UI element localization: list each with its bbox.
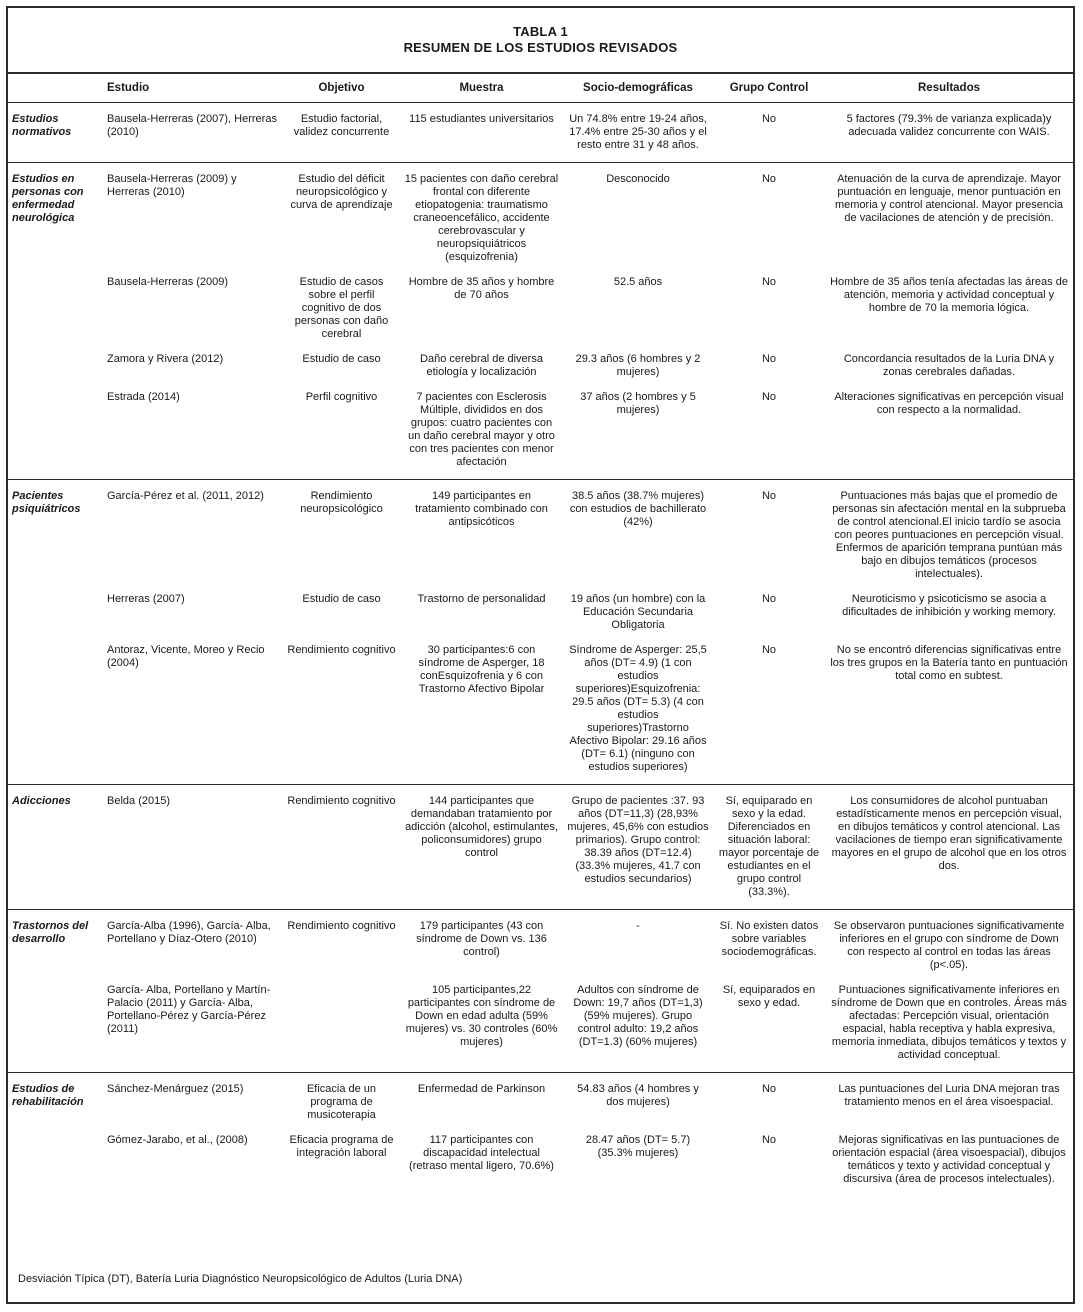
cell-control: Sí, equiparados en sexo y edad.	[713, 972, 825, 1073]
table-row	[8, 103, 1073, 163]
cell-objetivo: Perfil cognitivo	[283, 379, 400, 480]
cell-objetivo: Estudio de caso	[302, 353, 381, 365]
header-row	[8, 74, 1073, 103]
cell-resultados: No se encontró diferencias significativas entre los tres grupos en la Batería tanto en puntuación total como en subtest.	[825, 632, 1073, 785]
header-socio: Socio-demográficas	[563, 74, 713, 103]
cell-muestra: 117 participantes con discapacidad intelectual (retraso mental ligero, 70.6%)	[409, 1134, 554, 1172]
cell-objetivo: Estudio factorial, validez concurrente	[283, 103, 400, 163]
header-resultados: Resultados	[825, 74, 1073, 103]
cell-socio: Síndrome de Asperger: 25,5 años (DT= 4.9) (1 con estudios superiores)Esquizofrenia: 29.5 años (DT= 5.3) (4 con estudios superiores)Trastorno Afectivo Bipolar: 29.16 años (DT= 6.1) (ninguno con estudios superiores)	[563, 632, 713, 785]
category-spacer	[8, 581, 103, 632]
category-label: Estudios de rehabilitación	[12, 1083, 84, 1108]
cell-estudio: Antoraz, Vicente, Moreo y Recio (2004)	[103, 632, 283, 785]
cell-muestra: Enfermedad de Parkinson	[417, 1083, 546, 1095]
cell-objetivo: Eficacia programa de integración laboral	[289, 1134, 394, 1159]
cell-muestra: 30 participantes:6 con síndrome de Asperger, 18 conEsquizofrenia y 6 con Trastorno Afectivo Bipolar	[400, 632, 563, 785]
category-spacer	[8, 264, 103, 341]
cell-resultados: Hombre de 35 años tenía afectadas las áreas de atención, memoria y actividad conceptual y hombre de 70 la memoria lógica.	[830, 276, 1068, 314]
cell-socio: -	[636, 920, 640, 932]
category-spacer	[8, 341, 103, 379]
cell-control: No	[713, 379, 825, 480]
cell-resultados: Concordancia resultados de la Luria DNA y zonas cerebrales dañadas.	[843, 353, 1055, 378]
category-label: Trastornos del desarrollo	[12, 920, 89, 945]
table-title-block	[8, 8, 1073, 74]
cell-resultados: Los consumidores de alcohol puntuaban estadísticamente menos en percepción visual, en dibujos temáticos y control atencional. Las vacilaciones de tiempo eran significativamente mayores en el grupo de alcohol que en los otros dos.	[825, 785, 1073, 910]
cell-control: No	[713, 632, 825, 785]
cell-socio: 52.5 años	[613, 276, 663, 288]
cell-control: No	[761, 1134, 777, 1146]
cell-socio: 19 años (un hombre) con la Educación Secundaria Obligatoria	[570, 593, 706, 631]
category-label: Estudios normativos	[8, 103, 103, 163]
cell-socio: Desconocido	[606, 173, 670, 185]
cell-objetivo: Rendimiento cognitivo	[283, 632, 400, 785]
category-label: Estudios en personas con enfermedad neurológica	[12, 173, 84, 224]
cell-resultados: 5 factores (79.3% de varianza explicada)y adecuada validez concurrente con WAIS.	[825, 103, 1073, 163]
cell-resultados: Puntuaciones más bajas que el promedio de personas sin afectación mental en la subprueba de control atencional.El inicio tardío se asocia con peores puntuaciones en percepción visual. Enfermos de aparición temprana puntúan más bajo en dibujos temáticos (procesos intelectuales).	[832, 490, 1066, 580]
cell-muestra: 105 participantes,22 participantes con síndrome de Down en edad adulta (59% mujeres) vs. 30 controles (60% mujeres)	[400, 972, 563, 1073]
cell-estudio: García- Alba, Portellano y Martín-Palacio (2011) y García- Alba, Portellano-Pérez y García-Pérez (2011)	[103, 972, 283, 1073]
footnote: Desviación Típica (DT), Batería Luria Diagnóstico Neuropsicológico de Adultos (Luria DNA)	[18, 1273, 463, 1285]
table-row	[8, 581, 1073, 632]
cell-objetivo: Rendimiento cognitivo	[287, 920, 396, 932]
cell-control: No	[761, 1083, 777, 1095]
header-control: Grupo Control	[713, 74, 825, 103]
cell-socio: 37 años (2 hombres y 5 mujeres)	[563, 379, 713, 480]
header-objetivo: Objetivo	[283, 74, 400, 103]
cell-control: No	[761, 593, 777, 605]
table-row	[8, 341, 1073, 379]
table-row	[8, 1073, 1073, 1123]
cell-objetivo: Estudio de caso	[302, 593, 381, 605]
studies-table	[8, 74, 1073, 1190]
cell-socio: Grupo de pacientes :37. 93 años (DT=11,3) (28,93% mujeres, 45,6% con estudios primarios). Grupo control: 38.39 años (DT=12.4) (33.3% mujeres, 41.7 con estudios secundarios)	[563, 785, 713, 910]
cell-objetivo: Rendimiento neuropsicológico	[300, 490, 383, 515]
cell-estudio: García-Alba (1996), García- Alba, Portellano y Díaz-Otero (2010)	[107, 920, 271, 945]
cell-socio: 38.5 años (38.7% mujeres) con estudios de bachillerato (42%)	[569, 490, 707, 528]
cell-estudio: Bausela-Herreras (2007), Herreras (2010)	[103, 103, 283, 163]
table-row	[8, 480, 1073, 582]
table-row	[8, 379, 1073, 480]
table-row	[8, 632, 1073, 785]
cell-socio: 29.3 años (6 hombres y 2 mujeres)	[575, 353, 701, 378]
cell-estudio: Estrada (2014)	[103, 379, 283, 480]
header-muestra: Muestra	[400, 74, 563, 103]
cell-muestra: Trastorno de personalidad	[417, 593, 546, 605]
cell-socio: Un 74.8% entre 19-24 años, 17.4% entre 25-30 años y el resto entre 31 y 48 años.	[563, 103, 713, 163]
table-row	[8, 972, 1073, 1073]
cell-resultados: Atenuación de la curva de aprendizaje. Mayor puntuación en lenguaje, menor puntuación en memoria y control atencional. Mayor presencia de vacilaciones de atención y de precisión.	[834, 173, 1064, 224]
cell-resultados: Se observaron puntuaciones significativamente inferiores en el grupo con síndrome de Down con respecto al control en todas las áreas (p<.05).	[833, 920, 1065, 971]
cell-muestra: 7 pacientes con Esclerosis Múltiple, divididos en dos grupos: cuatro pacientes con un daño cerebral mayor y otro con tres pacientes con menor afectación	[400, 379, 563, 480]
cell-muestra: 149 participantes en tratamiento combinado con antipsicóticos	[415, 490, 548, 528]
table-row	[8, 910, 1073, 973]
category-label: Adicciones	[8, 785, 103, 910]
cell-resultados: Alteraciones significativas en percepción visual con respecto a la normalidad.	[825, 379, 1073, 480]
cell-estudio: Herreras (2007)	[107, 593, 185, 605]
category-label: Pacientes psiquiátricos	[12, 490, 81, 515]
cell-objetivo: Rendimiento cognitivo	[283, 785, 400, 910]
cell-muestra: 115 estudiantes universitarios	[400, 103, 563, 163]
cell-estudio: Zamora y Rivera (2012)	[107, 353, 224, 365]
cell-estudio: Belda (2015)	[103, 785, 283, 910]
cell-socio: 54.83 años (4 hombres y dos mujeres)	[577, 1083, 699, 1108]
cell-estudio: Gómez-Jarabo, et al., (2008)	[107, 1134, 248, 1146]
cell-resultados: Puntuaciones significativamente inferiores en síndrome de Down que en controles. Áreas más afectadas: Percepción visual, orientación espacial, habla receptiva y habla expresiva, memoria inmediata, dibujos temáticos y textos y actividad conceptual.	[825, 972, 1073, 1073]
cell-estudio: Bausela-Herreras (2009) y Herreras (2010)	[107, 173, 237, 198]
category-spacer	[8, 379, 103, 480]
cell-resultados: Neuroticismo y psicoticismo se asocia a dificultades de inhibición y working memory.	[842, 593, 1056, 618]
table-row	[8, 264, 1073, 341]
cell-control: Sí. No existen datos sobre variables sociodemográficas.	[719, 920, 819, 958]
table-row	[8, 1122, 1073, 1190]
cell-control: No	[761, 353, 777, 365]
cell-objetivo: Estudio del déficit neuropsicológico y curva de aprendizaje	[290, 173, 393, 211]
category-spacer	[8, 632, 103, 785]
header-estudio: Estudio	[103, 74, 283, 103]
cell-estudio: Sánchez-Menárguez (2015)	[107, 1083, 244, 1095]
cell-objetivo: Estudio de casos sobre el perfil cognitivo de dos personas con daño cerebral	[294, 276, 389, 340]
table-row	[8, 163, 1073, 265]
table-frame	[6, 6, 1075, 1304]
cell-objetivo: Eficacia de un programa de musicoterapia	[306, 1083, 377, 1121]
table-title: RESUMEN DE LOS ESTUDIOS REVISADOS	[403, 40, 678, 55]
table-label: TABLA 1	[513, 24, 568, 39]
cell-socio: Adultos con síndrome de Down: 19,7 años (DT=1,3) (59% mujeres). Grupo control adulto: 19,2 años (DT=1.3) (60% mujeres)	[563, 972, 713, 1073]
cell-control: No	[761, 276, 777, 288]
table-row	[8, 785, 1073, 910]
table-body	[8, 103, 1073, 1191]
cell-muestra: Hombre de 35 años y hombre de 70 años	[408, 276, 555, 301]
cell-muestra: 15 pacientes con daño cerebral frontal con diferente etiopatogenia: traumatismo craneoencefálico, accidente cerebrovascular y neuropsiquiátricos (esquizofrenia)	[404, 173, 559, 263]
cell-muestra: Daño cerebral de diversa etiología y localización	[420, 353, 543, 378]
cell-objetivo	[283, 972, 400, 1073]
cell-socio: 28.47 años (DT= 5.7) (35.3% mujeres)	[585, 1134, 691, 1159]
cell-control: No	[761, 490, 777, 502]
category-spacer	[8, 1122, 103, 1190]
cell-resultados: Las puntuaciones del Luria DNA mejoran tras tratamiento menos en el área visoespacial.	[838, 1083, 1060, 1108]
cell-estudio: García-Pérez et al. (2011, 2012)	[107, 490, 264, 502]
header-category	[8, 74, 103, 103]
cell-muestra: 179 participantes (43 con síndrome de Down vs. 136 control)	[416, 920, 547, 958]
cell-estudio: Bausela-Herreras (2009)	[107, 276, 229, 288]
cell-muestra: 144 participantes que demandaban tratamiento por adicción (alcohol, estimulantes, policonsumidores) grupo control	[400, 785, 563, 910]
cell-control: Sí, equiparado en sexo y la edad. Diferenciados en situación laboral: mayor porcentaje de estudiantes en el grupo control (33.3%).	[713, 785, 825, 910]
cell-resultados: Mejoras significativas en las puntuaciones de orientación espacial (área visoespacial), dibujos temáticos y texto y actividad conceptual y discursiva (área de procesos intelectuales).	[832, 1134, 1066, 1185]
cell-control: No	[713, 103, 825, 163]
cell-control: No	[761, 173, 777, 185]
category-spacer	[8, 972, 103, 1073]
